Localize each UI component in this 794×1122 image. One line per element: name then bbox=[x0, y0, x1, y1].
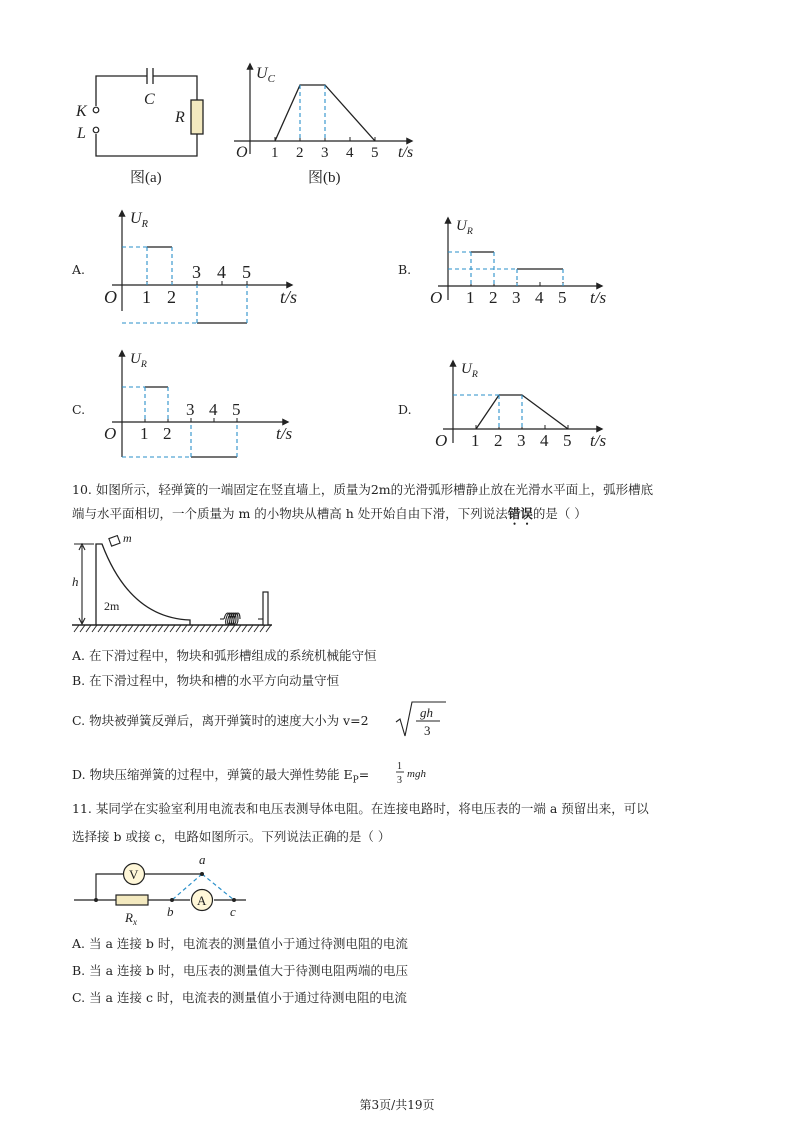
svg-text:mgh: mgh bbox=[407, 768, 426, 780]
tick-label: 4 bbox=[540, 431, 549, 450]
ground-hatch bbox=[218, 625, 223, 632]
sqrt-fraction bbox=[394, 700, 450, 740]
y-label: $U_R$ bbox=[130, 351, 147, 370]
ground-hatch bbox=[170, 625, 175, 632]
label-b: b bbox=[167, 904, 174, 919]
tick-label: 2 bbox=[296, 145, 304, 161]
ground-hatch bbox=[242, 625, 247, 632]
ground-hatch bbox=[140, 625, 145, 632]
origin-label: O bbox=[236, 144, 248, 161]
q10-emphasis: 错误 bbox=[507, 506, 533, 521]
caption-b: 图(b) bbox=[308, 170, 341, 186]
option-a-graph[interactable] bbox=[92, 205, 302, 325]
tick-label: 5 bbox=[558, 288, 567, 307]
option-d-graph[interactable] bbox=[420, 355, 610, 455]
ground-hatch bbox=[128, 625, 133, 632]
tick-label: 1 bbox=[142, 287, 151, 307]
block-m bbox=[109, 536, 120, 547]
option-c-label[interactable]: C. bbox=[72, 402, 86, 417]
svg-text:1: 1 bbox=[397, 761, 402, 772]
tick-label: 3 bbox=[192, 262, 201, 282]
terminal-l bbox=[93, 127, 99, 133]
q11-option-a[interactable]: A. 当 a 连接 b 时，电流表的测量值小于通过待测电阻的电流 bbox=[72, 936, 408, 951]
ground-hatch bbox=[104, 625, 109, 632]
tick-label: 3 bbox=[512, 288, 521, 307]
tick-label: 3 bbox=[517, 431, 526, 450]
tick-label: 1 bbox=[140, 424, 149, 443]
tick-label: 5 bbox=[563, 431, 572, 450]
ground-hatch bbox=[158, 625, 163, 632]
fraction-one-third bbox=[395, 757, 437, 789]
ground-hatch bbox=[230, 625, 235, 632]
ground-hatch bbox=[110, 625, 115, 632]
ground-hatch bbox=[146, 625, 151, 632]
q11-option-c[interactable]: C. 当 a 连接 c 时，电流表的测量值小于通过待测电阻的电流 bbox=[72, 990, 407, 1005]
q10-stem bbox=[72, 478, 762, 528]
ylabel: $U_C$ bbox=[256, 65, 275, 85]
x-label: t/s bbox=[276, 424, 293, 443]
ground-hatch bbox=[212, 625, 217, 632]
q11-stem bbox=[72, 797, 772, 849]
tick-label: 2 bbox=[163, 424, 172, 443]
label-2m: 2m bbox=[104, 599, 120, 613]
ground-hatch bbox=[260, 625, 265, 632]
option-c-graph[interactable] bbox=[92, 345, 302, 470]
x-label: t/s bbox=[280, 287, 298, 307]
svg-text:V: V bbox=[129, 867, 139, 882]
resistor-r bbox=[191, 100, 203, 134]
option-b-graph[interactable] bbox=[420, 212, 610, 312]
ground-hatch bbox=[92, 625, 97, 632]
ground-hatch bbox=[80, 625, 85, 632]
label-l: L bbox=[77, 125, 86, 142]
q11-circuit bbox=[70, 850, 260, 930]
ground-hatch bbox=[266, 625, 271, 632]
svg-text:3: 3 bbox=[397, 775, 402, 786]
origin-label: O bbox=[430, 288, 443, 307]
ground-hatch bbox=[116, 625, 121, 632]
tick-label: 5 bbox=[232, 400, 241, 419]
label-h: h bbox=[72, 574, 79, 589]
xlabel: t/s bbox=[398, 144, 414, 161]
ground-hatch bbox=[206, 625, 211, 632]
ground-hatch bbox=[122, 625, 127, 632]
q11-option-b[interactable]: B. 当 a 连接 b 时，电压表的测量值大于待测电阻两端的电压 bbox=[72, 963, 408, 978]
y-label: $U_R$ bbox=[130, 210, 148, 230]
ground-hatch bbox=[200, 625, 205, 632]
caption-a: 图(a) bbox=[130, 170, 162, 186]
resistor-rx bbox=[116, 895, 148, 905]
x-label: t/s bbox=[590, 431, 607, 450]
svg-text:A: A bbox=[197, 893, 207, 908]
label-rx: $R_x$ bbox=[125, 910, 137, 927]
label-c: c bbox=[230, 904, 236, 919]
ground-hatch bbox=[164, 625, 169, 632]
x-label: t/s bbox=[590, 288, 607, 307]
svg-text:3: 3 bbox=[424, 723, 431, 738]
tick-label: 2 bbox=[167, 287, 176, 307]
option-a-label[interactable]: A. bbox=[72, 262, 86, 277]
label-a: a bbox=[199, 852, 206, 867]
q10-option-a[interactable]: A. 在下滑过程中，物块和弧形槽组成的系统机械能守恒 bbox=[72, 648, 377, 663]
tick-label: 4 bbox=[535, 288, 544, 307]
terminal-k bbox=[93, 107, 99, 113]
q10-stem-line1: 10. 如图所示，轻弹簧的一端固定在竖直墙上，质量为2m的光滑弧形槽静止放在光滑水平面上，弧形槽底 bbox=[72, 482, 654, 497]
q10-stem-line2: 端与水平面相切，一个质量为 m 的小物块从槽高 h 处开始自由下滑，下列说法错误的是（ ） bbox=[72, 506, 587, 521]
y-label: $U_R$ bbox=[461, 361, 478, 380]
ground-hatch bbox=[134, 625, 139, 632]
tick-label: 1 bbox=[271, 145, 279, 161]
figure-a-circuit bbox=[70, 64, 220, 194]
ground-hatch bbox=[86, 625, 91, 632]
label-r: R bbox=[175, 109, 185, 126]
ground-hatch bbox=[152, 625, 157, 632]
tick-label: 2 bbox=[489, 288, 498, 307]
tick-label: 3 bbox=[186, 400, 195, 419]
ground-hatch bbox=[176, 625, 181, 632]
tick-label: 1 bbox=[471, 431, 480, 450]
ground-hatch bbox=[182, 625, 187, 632]
origin-label: O bbox=[104, 424, 117, 443]
q10-figure bbox=[70, 532, 280, 637]
tick-label: 1 bbox=[466, 288, 475, 307]
tick-label: 3 bbox=[321, 145, 329, 161]
option-d-label[interactable]: D. bbox=[398, 402, 412, 417]
tick-label: 4 bbox=[346, 145, 354, 161]
figure-b-graph bbox=[226, 56, 426, 196]
label-c: C bbox=[144, 91, 155, 108]
tick-label: 4 bbox=[209, 400, 218, 419]
y-label: $U_R$ bbox=[456, 218, 473, 237]
ground-hatch bbox=[188, 625, 193, 632]
q11-stem-line1: 11. 某同学在实验室利用电流表和电压表测导体电阻。在连接电路时，将电压表的一端 a 预留出来，可以 bbox=[72, 801, 649, 816]
ground-hatch bbox=[74, 625, 79, 632]
tick-label: 5 bbox=[371, 145, 379, 161]
ground-hatch bbox=[224, 625, 229, 632]
ground-hatch bbox=[254, 625, 259, 632]
origin-label: O bbox=[104, 287, 117, 307]
ground-hatch bbox=[236, 625, 241, 632]
q10-option-b[interactable]: B. 在下滑过程中，物块和槽的水平方向动量守恒 bbox=[72, 673, 340, 688]
origin-label: O bbox=[435, 431, 448, 450]
tick-label: 2 bbox=[494, 431, 503, 450]
wall bbox=[263, 592, 268, 625]
ground-hatch bbox=[248, 625, 253, 632]
tick-label: 5 bbox=[242, 262, 251, 282]
q11-stem-line2: 选择接 b 或接 c，电路如图所示。下列说法正确的是（ ） bbox=[72, 829, 391, 844]
ground-hatch bbox=[98, 625, 103, 632]
tick-label: 4 bbox=[217, 262, 226, 282]
svg-text:gh: gh bbox=[420, 705, 433, 720]
page-footer: 第3页/共19页 bbox=[359, 1098, 435, 1112]
label-m: m bbox=[123, 532, 132, 545]
ground-hatch bbox=[194, 625, 199, 632]
label-k: K bbox=[76, 103, 87, 120]
option-b-label[interactable]: B. bbox=[398, 262, 412, 277]
